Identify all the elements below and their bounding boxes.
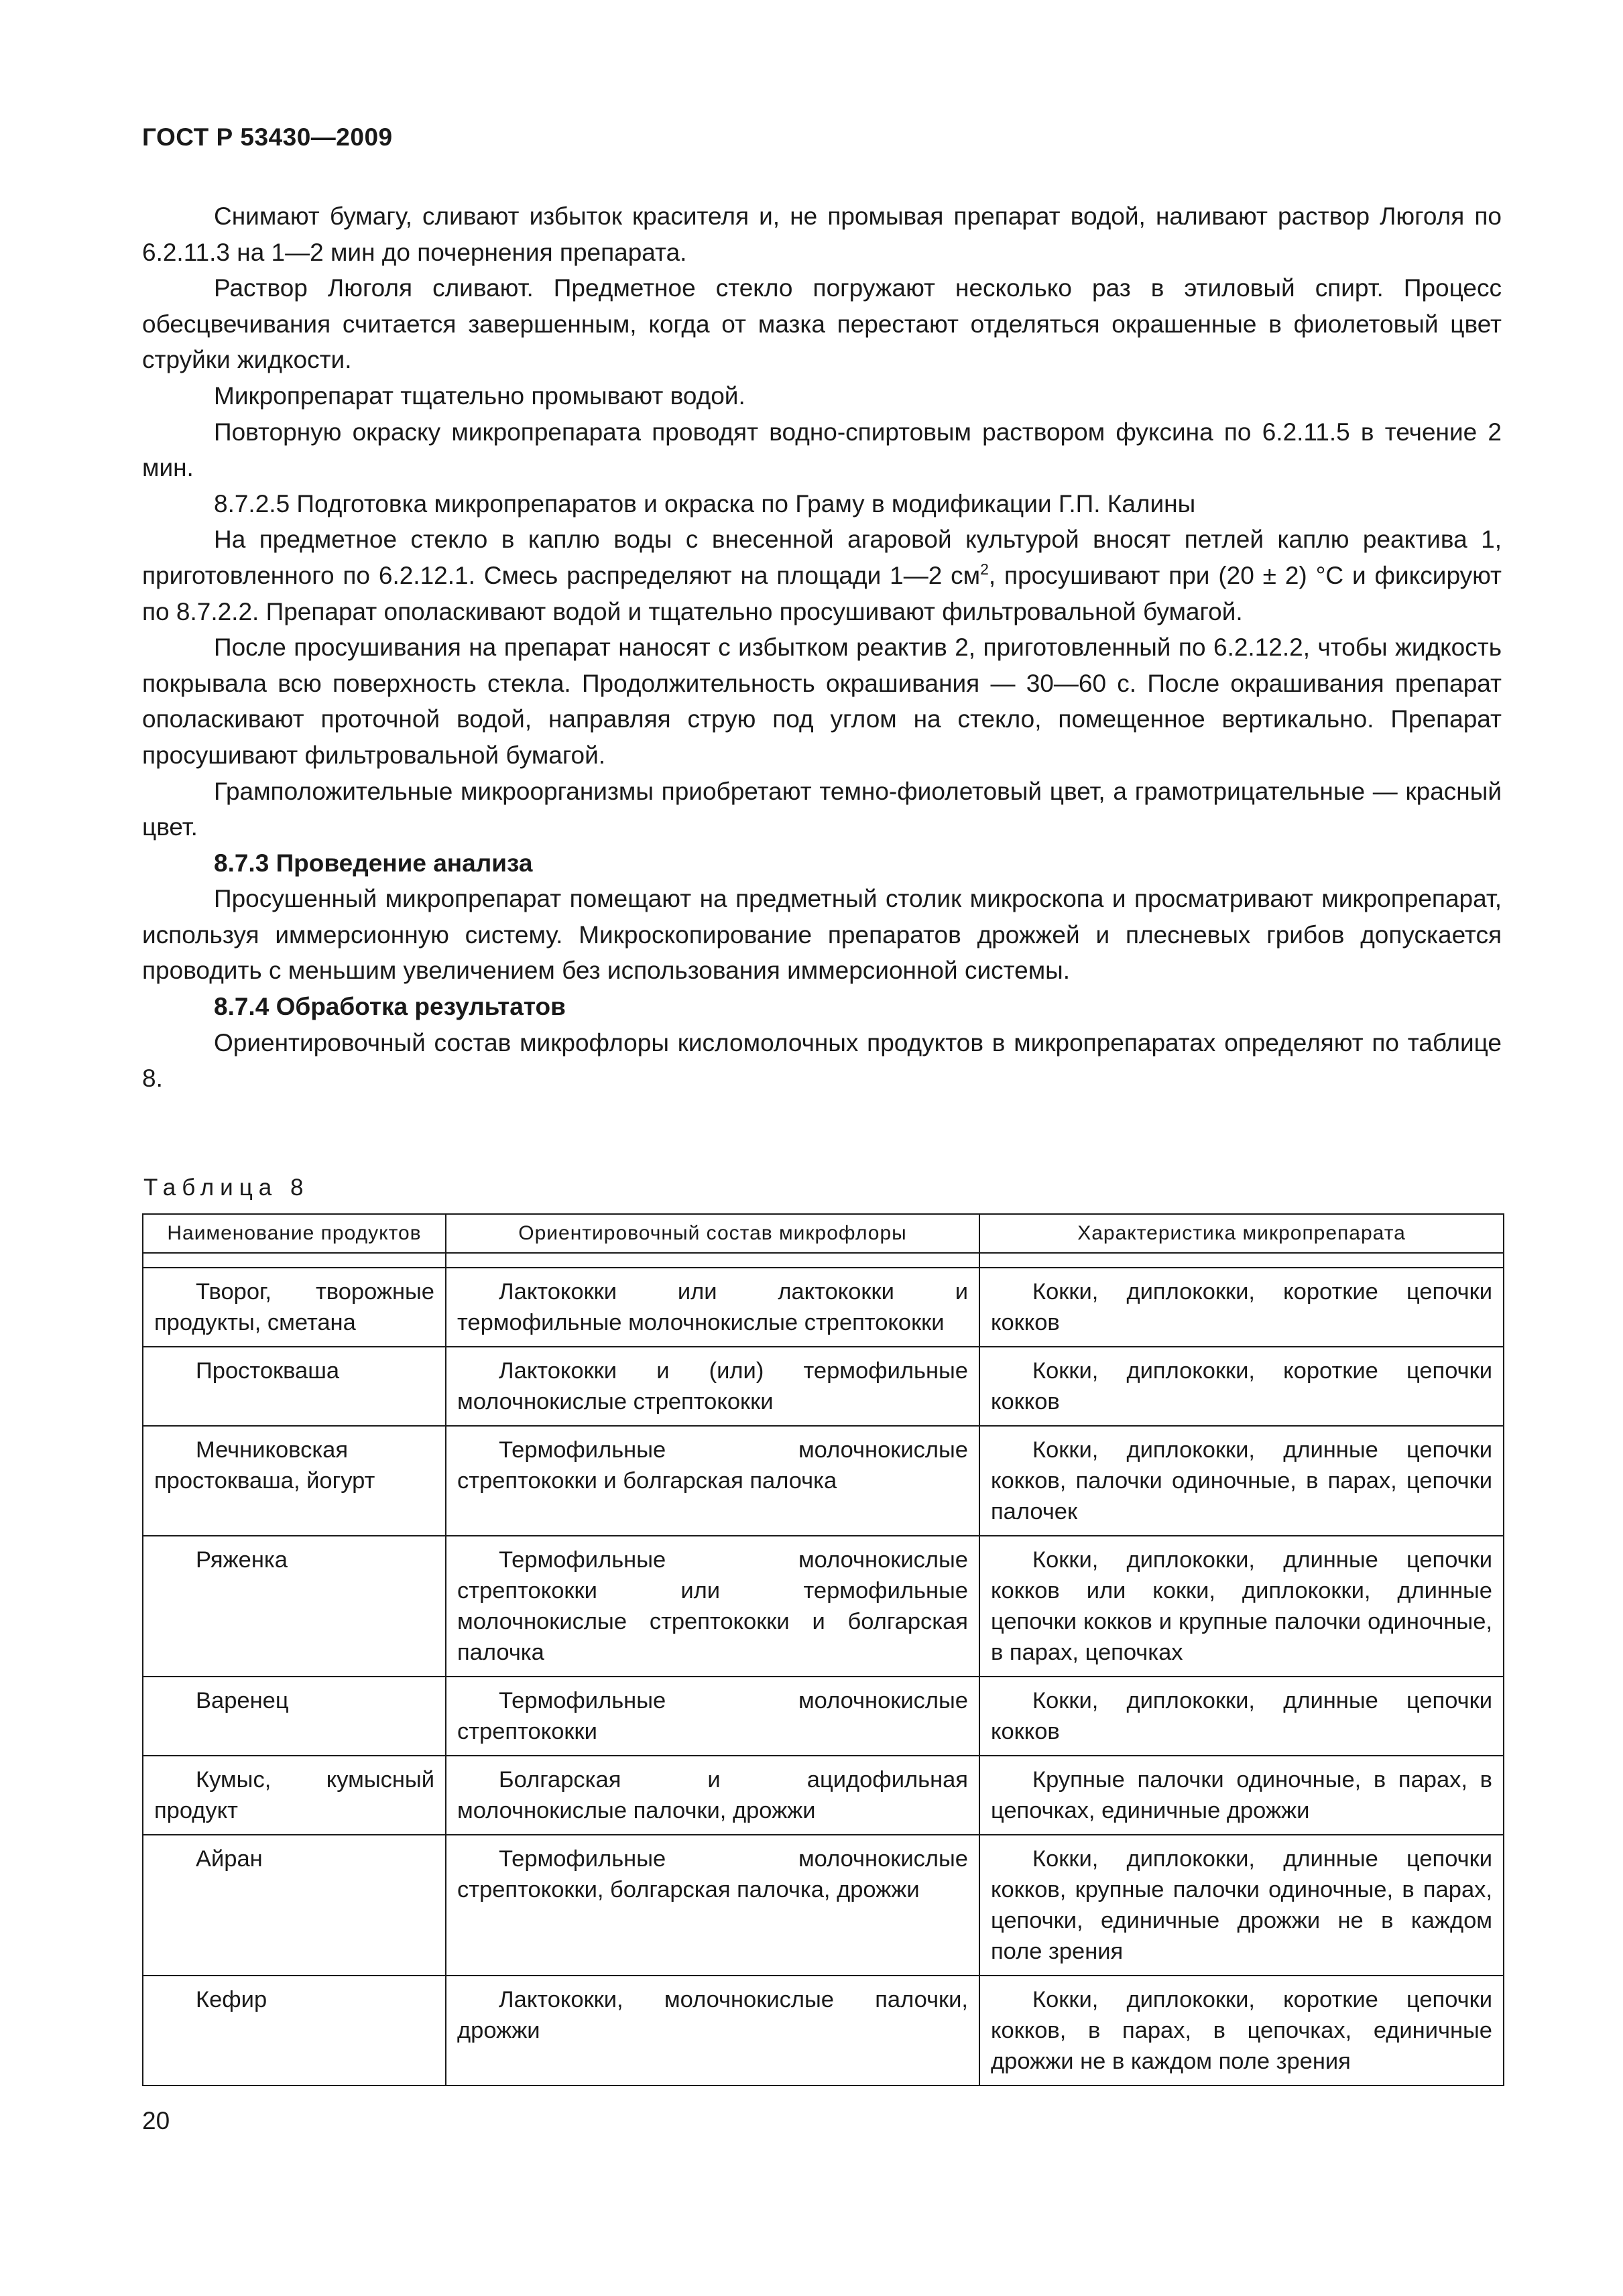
microflora-cell: Болгарская и ацидофильная молочнокислые палочки, дрожжи xyxy=(446,1756,979,1835)
characteristic-cell: Кокки, диплококки, длинные цепочки кокков, крупные палочки одиночные, в парах, цепочки, единичные дрожжи не в каждом поле зрения xyxy=(979,1835,1504,1976)
characteristic-cell: Кокки, диплококки, короткие цепочки кокков xyxy=(979,1268,1504,1347)
paragraph: Ориентировочный состав микрофлоры кисломолочных продуктов в микропрепаратах определяют по таблице 8. xyxy=(142,1028,1502,1093)
product-cell: Кумыс, кумысный продукт xyxy=(143,1756,446,1835)
paragraph: Раствор Люголя сливают. Предметное стекло погружают несколько раз в этиловый спирт. Процесс обесцвечивания считается завершенным, когда от мазка перестают отделяться окрашенные в фиолетовый цвет струйки жидкости. xyxy=(142,274,1502,374)
paragraph: Просушенный микропрепарат помещают на предметный столик микроскопа и просматривают микропрепарат, используя иммерсионную систему. Микроскопирование препаратов дрожжей и плесневых грибов допускается проводить с меньшим увеличением без использования иммерсионной системы. xyxy=(142,885,1502,985)
characteristic-cell: Кокки, диплококки, длинные цепочки кокков xyxy=(979,1677,1504,1756)
product-cell: Ряженка xyxy=(143,1536,446,1677)
product-cell: Простокваша xyxy=(143,1347,446,1426)
section-heading: 8.7.4 Обработка результатов xyxy=(214,993,566,1021)
table-row xyxy=(143,1426,1504,1536)
product-cell: Айран xyxy=(143,1835,446,1976)
page-number: 20 xyxy=(142,2107,170,2134)
paragraph-text: На предметное стекло в каплю воды с внесенной агаровой культурой вносят петлей каплю реактива 1, приготовленного по 6.2.12.1. Смесь распределяют на площади 1—2 см xyxy=(142,526,1502,589)
product-cell: Кефир xyxy=(143,1976,446,2086)
table-row xyxy=(143,1677,1504,1756)
column-header: Наименование продуктов xyxy=(143,1214,446,1253)
column-header: Ориентировочный состав микрофлоры xyxy=(446,1214,979,1253)
microflora-cell: Термофильные молочнокислые стрептококки xyxy=(446,1677,979,1756)
table-row xyxy=(143,1268,1504,1347)
body-text xyxy=(142,198,1502,1097)
document-code-header: ГОСТ Р 53430—2009 xyxy=(142,123,393,151)
paragraph: Снимают бумагу, сливают избыток красителя и, не промывая препарат водой, наливают раствор Люголя по 6.2.11.3 на 1—2 мин до почернения препарата. xyxy=(142,202,1502,266)
characteristic-cell: Крупные палочки одиночные, в парах, в цепочках, единичные дрожжи xyxy=(979,1756,1504,1835)
paragraph: Грамположительные микроорганизмы приобретают темно-фиолетовый цвет, а грамотрицательные — красный цвет. xyxy=(142,777,1502,841)
table-spacer-row xyxy=(143,1253,1504,1268)
characteristic-cell: Кокки, диплококки, короткие цепочки кокков xyxy=(979,1347,1504,1426)
product-cell: Варенец xyxy=(143,1677,446,1756)
microflora-cell: Лактококки и (или) термофильные молочнокислые стрептококки xyxy=(446,1347,979,1426)
paragraph xyxy=(142,522,1502,629)
table-header-row xyxy=(143,1214,1504,1253)
microflora-cell: Термофильные молочнокислые стрептококки и болгарская палочка xyxy=(446,1426,979,1536)
microflora-cell: Термофильные молочнокислые стрептококки, болгарская палочка, дрожжи xyxy=(446,1835,979,1976)
section-heading: 8.7.3 Проведение анализа xyxy=(214,849,533,877)
microflora-cell: Лактококки, молочнокислые палочки, дрожжи xyxy=(446,1976,979,2086)
characteristic-cell: Кокки, диплококки, длинные цепочки кокков или кокки, диплококки, длинные цепочки кокков и крупные палочки одиночные, в парах, цепочках xyxy=(979,1536,1504,1677)
microflora-cell: Термофильные молочнокислые стрептококки или термофильные молочнокислые стрептококки и болгарская палочка xyxy=(446,1536,979,1677)
superscript: 2 xyxy=(980,560,989,578)
table-row xyxy=(143,1835,1504,1976)
table-row xyxy=(143,1347,1504,1426)
paragraph: Повторную окраску микропрепарата проводят водно-спиртовым раствором фуксина по 6.2.11.5 в течение 2 мин. xyxy=(142,418,1502,482)
paragraph: Микропрепарат тщательно промывают водой. xyxy=(214,381,745,410)
characteristic-cell: Кокки, диплококки, короткие цепочки кокков, в парах, в цепочках, единичные дрожжи не в каждом поле зрения xyxy=(979,1976,1504,2086)
paragraph-text: , просушивают при (20 ± 2) °С и фиксируют по 8.7.2.2. Препарат ополаскивают водой и тщательно просушивают фильтровальной бумагой. xyxy=(142,561,1502,625)
subsection-title: 8.7.2.5 Подготовка микропрепаратов и окраска по Граму в модификации Г.П. Калины xyxy=(214,489,1196,518)
column-header: Характеристика микропрепарата xyxy=(979,1214,1504,1253)
product-cell: Творог, творожные продукты, сметана xyxy=(143,1268,446,1347)
product-cell: Мечниковская простокваша, йогурт xyxy=(143,1426,446,1536)
table-8 xyxy=(142,1213,1504,2086)
characteristic-cell: Кокки, диплококки, длинные цепочки кокков, палочки одиночные, в парах, цепочки палочек xyxy=(979,1426,1504,1536)
microflora-cell: Лактококки или лактококки и термофильные молочнокислые стрептококки xyxy=(446,1268,979,1347)
table-row xyxy=(143,1976,1504,2086)
table-row xyxy=(143,1536,1504,1677)
paragraph: После просушивания на препарат наносят с избытком реактив 2, приготовленный по 6.2.12.2, чтобы жидкость покрывала всю поверхность стекла. Продолжительность окрашивания — 30—60 с. После окрашивания препарат ополаскивают проточной водой, направляя струю под углом на стекло, помещенное вертикально. Препарат просушивают фильтровальной бумагой. xyxy=(142,633,1502,769)
table-row xyxy=(143,1756,1504,1835)
table-title: Таблица 8 xyxy=(143,1174,310,1201)
